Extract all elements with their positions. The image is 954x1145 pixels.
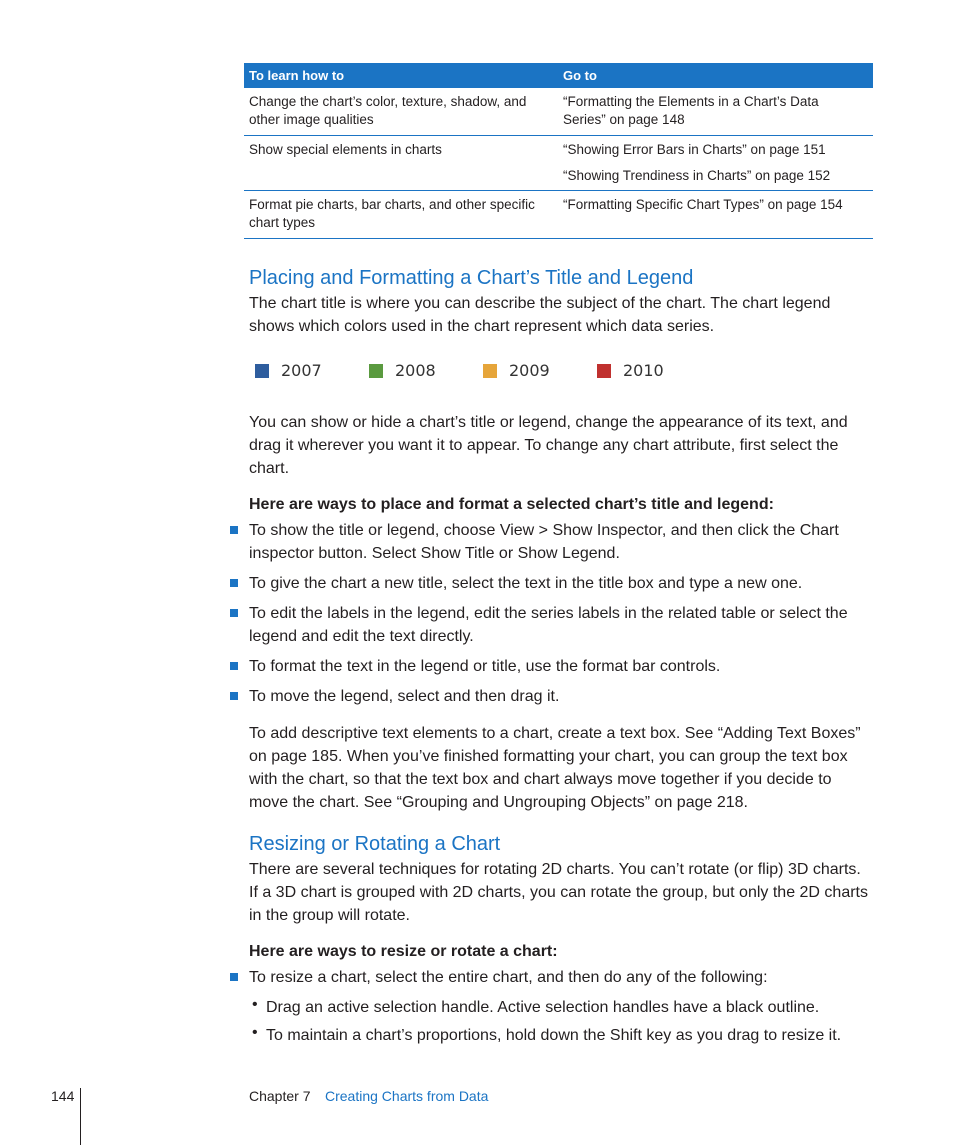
link-text[interactable]: “Showing Trendiness in Charts” on page 152 (563, 168, 831, 183)
footer-divider (80, 1088, 81, 1145)
bullet-item: To resize a chart, select the entire chart, and then do any of the following: (249, 969, 768, 986)
bullet-item: To give the chart a new title, select the text in the title box and type a new one. (249, 575, 803, 592)
cell-learn: Format pie charts, bar charts, and other specific chart types (249, 197, 535, 230)
legend-swatch (369, 364, 383, 378)
sub-bullet-item: Drag an active selection handle. Active selection handles have a black outline. (266, 999, 820, 1016)
header-goto: Go to (563, 68, 597, 83)
legend-item (597, 361, 711, 380)
header-learn: To learn how to (249, 68, 345, 83)
legend-label: 2008 (395, 361, 436, 380)
sub-bullet-item: To maintain a chart’s proportions, hold down the Shift key as you drag to resize it. (266, 1027, 842, 1044)
cell-learn: Change the chart’s color, texture, shadow, and other image qualities (249, 94, 527, 127)
bullet-square-icon (230, 662, 238, 670)
bullet-dot-icon: • (252, 1024, 258, 1041)
section-heading-resizing: Resizing or Rotating a Chart (249, 833, 501, 855)
section-heading-title-legend: Placing and Formatting a Chart’s Title and Legend (249, 267, 694, 289)
bullet-square-icon (230, 692, 238, 700)
table-row (244, 136, 873, 191)
section1-ways-heading: Here are ways to place and format a selected chart’s title and legend: (249, 496, 774, 513)
bullet-square-icon (230, 579, 238, 587)
section2-intro: There are several techniques for rotating 2D charts. You can’t rotate (or flip) 3D charts. If a 3D chart is grouped with 2D charts, you can rotate the group, but only the 2D charts in the group will rotate. (249, 861, 868, 924)
table-row (244, 88, 873, 136)
page-number: 144 (51, 1088, 75, 1104)
link-text[interactable]: “Formatting Specific Chart Types” on page 154 (563, 197, 843, 212)
reference-table (244, 63, 873, 239)
link-text[interactable]: “Showing Error Bars in Charts” on page 151 (563, 142, 826, 157)
legend-label: 2010 (623, 361, 664, 380)
section1-para2: You can show or hide a chart’s title or legend, change the appearance of its text, and drag it wherever you want it to appear. To change any chart attribute, first select the chart. (249, 414, 848, 477)
section1-intro: The chart title is where you can describe the subject of the chart. The chart legend shows which colors used in the chart represent which data series. (249, 295, 831, 335)
table-row (244, 191, 873, 239)
cell-learn: Show special elements in charts (249, 142, 442, 157)
bullet-item: To edit the labels in the legend, edit the series labels in the related table or select the legend and edit the text directly. (249, 605, 848, 645)
bullet-item: To format the text in the legend or title, use the format bar controls. (249, 658, 721, 675)
bullet-square-icon (230, 609, 238, 617)
legend-sample (255, 361, 711, 380)
legend-item (369, 361, 483, 380)
bullet-item: To show the title or legend, choose View > Show Inspector, and then click the Chart inspector button. Select Show Title or Show Legend. (249, 522, 839, 562)
link-text[interactable]: “Formatting the Elements in a Chart’s Data Series” on page 148 (563, 94, 819, 127)
section1-para3: To add descriptive text elements to a chart, create a text box. See “Adding Text Boxes” on page 185. When you’ve finished formatting your chart, you can group the text box with the chart, so that the text box and chart always move together if you decide to move the chart. See “Grouping and Ungrouping Objects” on page 218. (249, 725, 861, 811)
bullet-dot-icon: • (252, 996, 258, 1013)
bullet-item: To move the legend, select and then drag it. (249, 688, 560, 705)
bullet-square-icon (230, 973, 238, 981)
section2-ways-heading: Here are ways to resize or rotate a chart: (249, 943, 558, 960)
cell-goto (558, 88, 873, 135)
footer-chapter: Chapter 7 (249, 1088, 311, 1104)
cell-goto (558, 136, 873, 190)
legend-swatch (255, 364, 269, 378)
legend-item (255, 361, 369, 380)
legend-swatch (597, 364, 611, 378)
legend-label: 2007 (281, 361, 322, 380)
cell-goto (558, 191, 873, 238)
table-header (244, 63, 873, 88)
legend-label: 2009 (509, 361, 550, 380)
legend-item (483, 361, 597, 380)
footer-chapter-title[interactable]: Creating Charts from Data (325, 1088, 489, 1104)
legend-swatch (483, 364, 497, 378)
bullet-square-icon (230, 526, 238, 534)
